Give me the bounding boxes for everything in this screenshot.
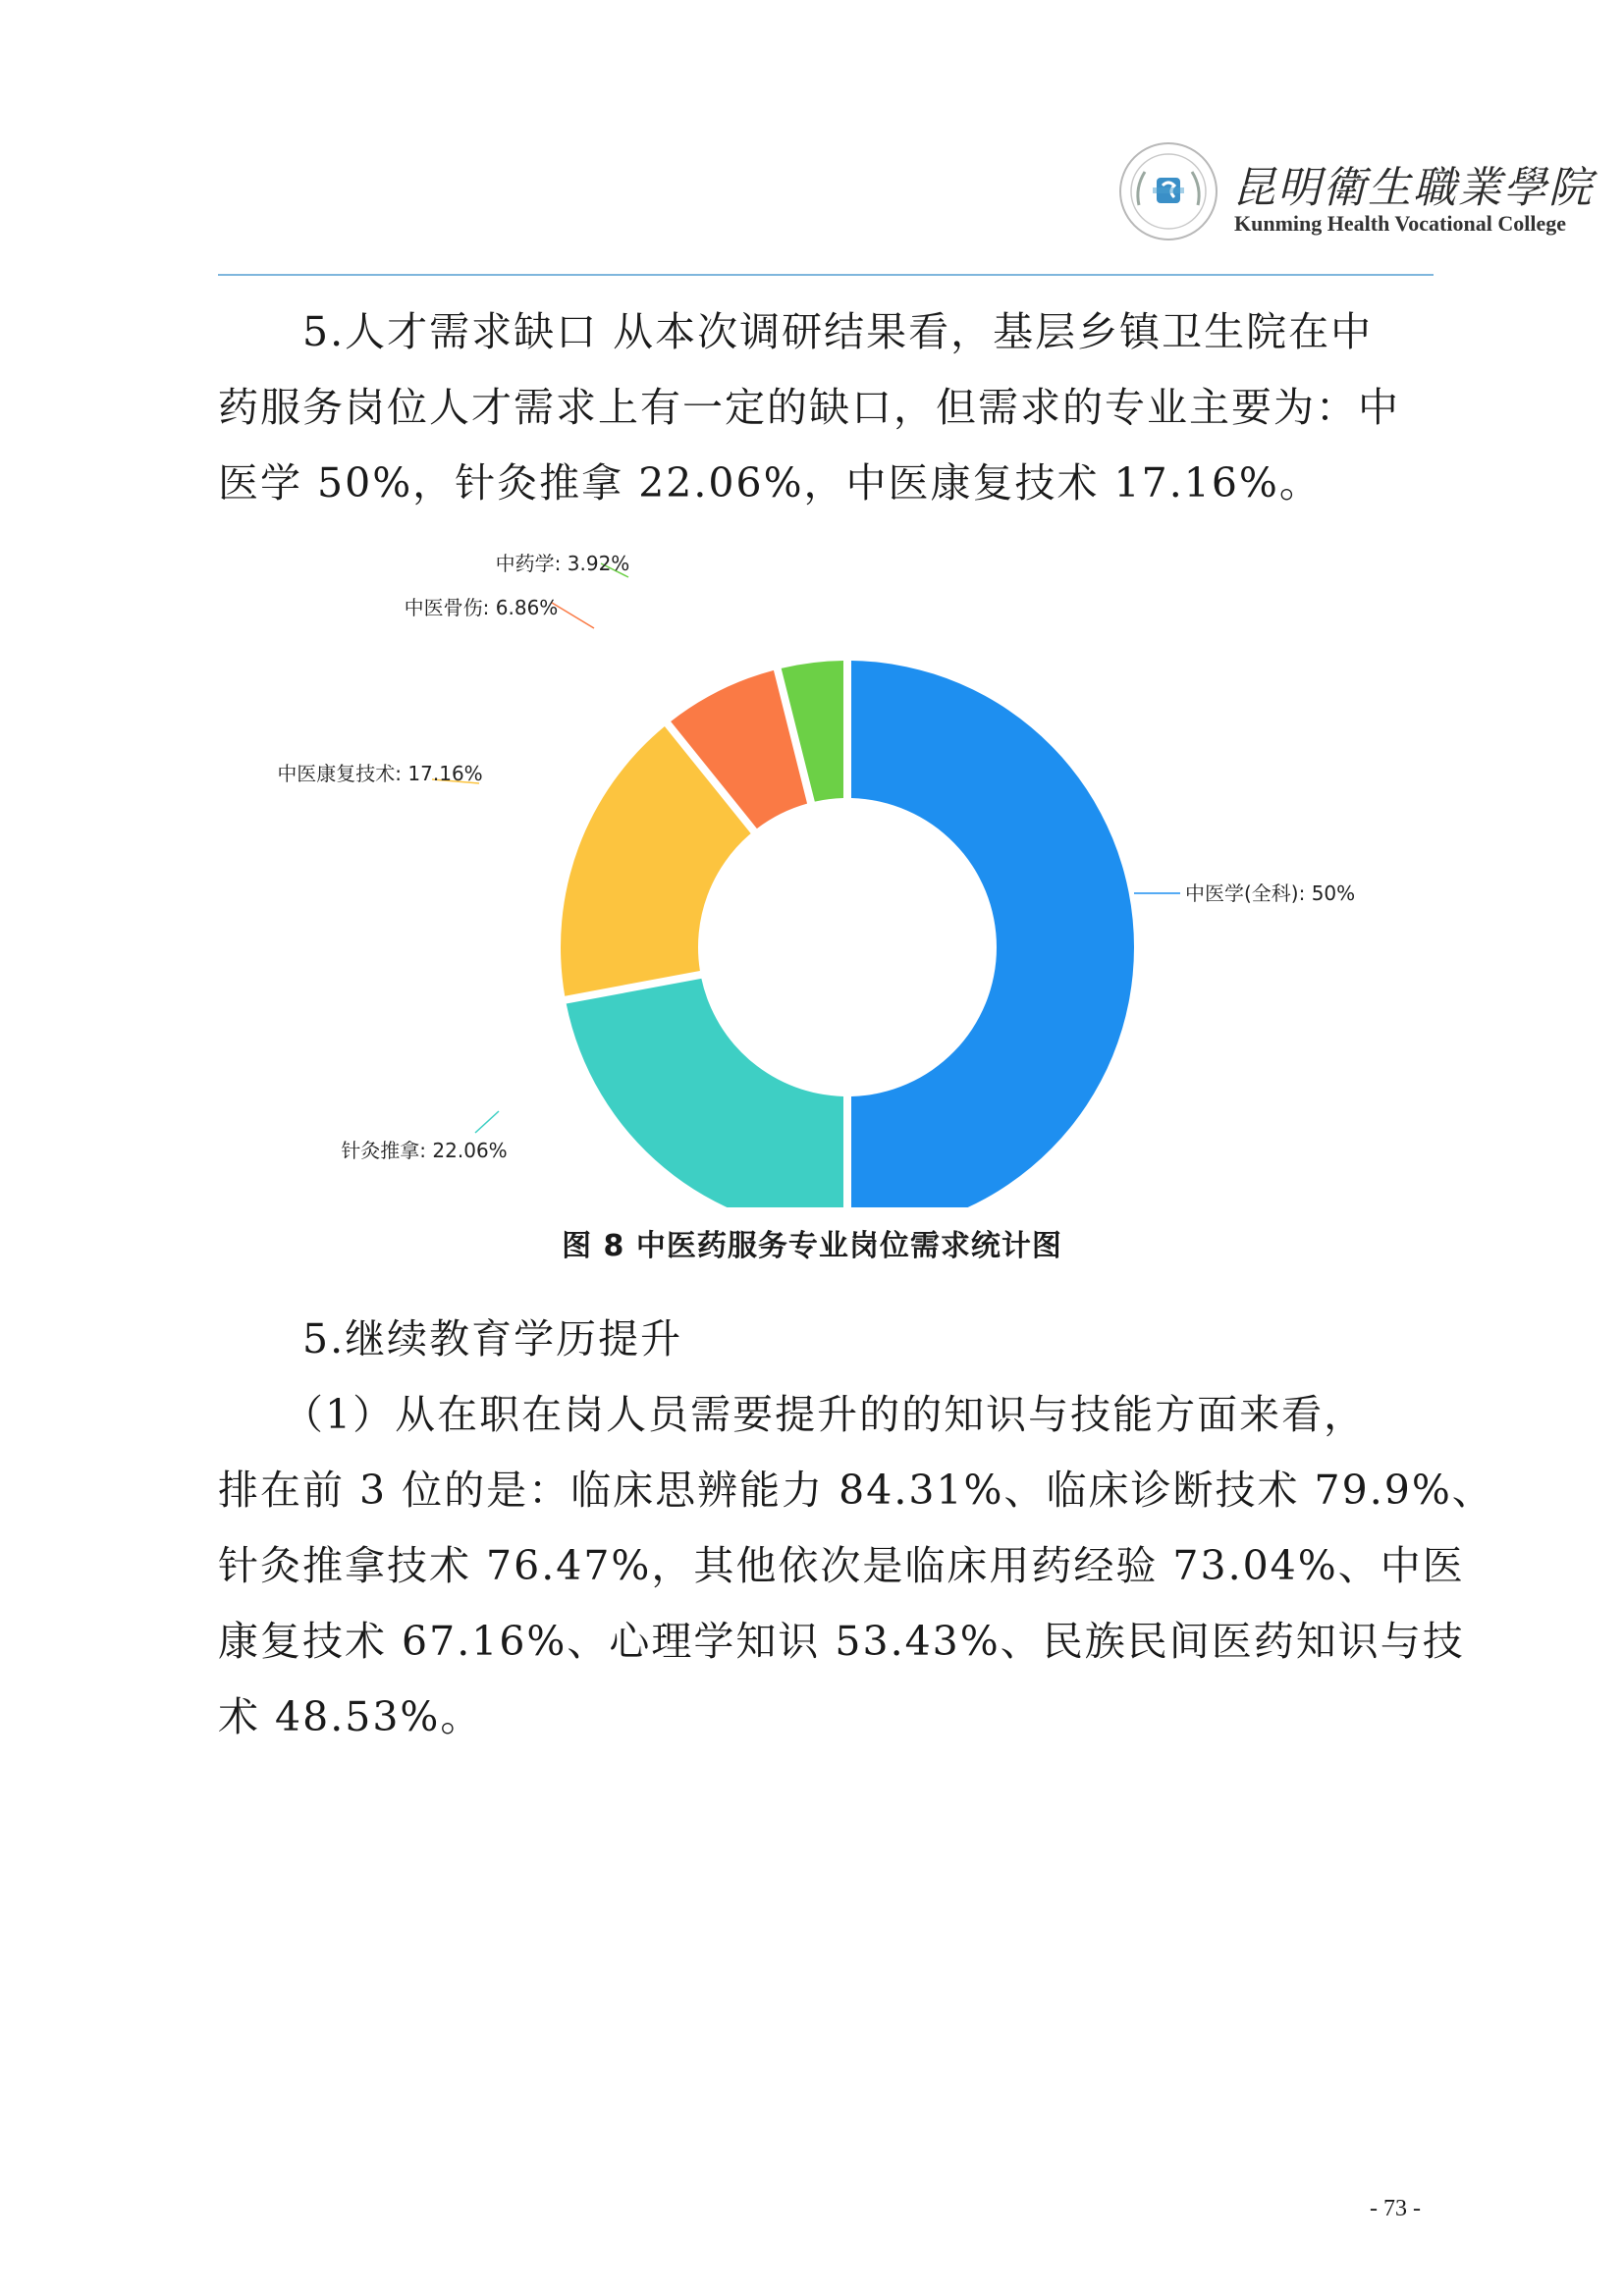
slice-leader-line — [552, 603, 594, 628]
section2-line: （1）从在职在岗人员需要提升的的知识与技能方面来看， — [283, 1391, 1367, 1438]
slice-label: 中医康复技术: 17.16% — [277, 762, 483, 785]
donut-chart — [257, 530, 1386, 1207]
header-divider — [218, 274, 1434, 276]
page-number: - 73 - — [1370, 2196, 1421, 2221]
section2-line: 排在前 3 位的是：临床思辨能力 84.31%、临床诊断技术 79.9%、 — [218, 1467, 1494, 1514]
section2-paragraph — [218, 1302, 1494, 1755]
college-name-cn: 昆明衛生職業學院 — [1232, 163, 1594, 213]
section1-line: 药服务岗位人才需求上有一定的缺口，但需求的专业主要为：中 — [218, 384, 1400, 431]
donut-slice — [851, 661, 1134, 1207]
figure-caption: 图 8 中医药服务专业岗位需求统计图 — [562, 1229, 1062, 1263]
slice-label: 针灸推拿: 22.06% — [341, 1139, 508, 1162]
slice-label: 中医骨伤: 6.86% — [404, 596, 559, 619]
slice-leader-line — [475, 1111, 499, 1133]
section1-line: 5.人才需求缺口 从本次调研结果看，基层乡镇卫生院在中 — [302, 308, 1374, 355]
college-name-en: Kunming Health Vocational College — [1234, 211, 1566, 236]
section2-line: 康复技术 67.16%、心理学知识 53.43%、民族民间医药知识与技 — [218, 1618, 1465, 1665]
slice-label: 中药学: 3.92% — [495, 552, 630, 575]
college-emblem-icon — [1117, 140, 1219, 242]
section1-paragraph — [218, 294, 1445, 521]
section2-line: 术 48.53%。 — [218, 1693, 483, 1740]
section2-heading: 5.继续教育学历提升 — [302, 1315, 683, 1362]
section1-line: 医学 50%，针灸推拿 22.06%，中医康复技术 17.16%。 — [218, 459, 1322, 507]
donut-slice — [567, 979, 843, 1207]
slice-label: 中医学(全科): 50% — [1185, 881, 1356, 905]
section2-line: 针灸推拿技术 76.47%，其他依次是临床用药经验 73.04%、中医 — [218, 1542, 1465, 1589]
